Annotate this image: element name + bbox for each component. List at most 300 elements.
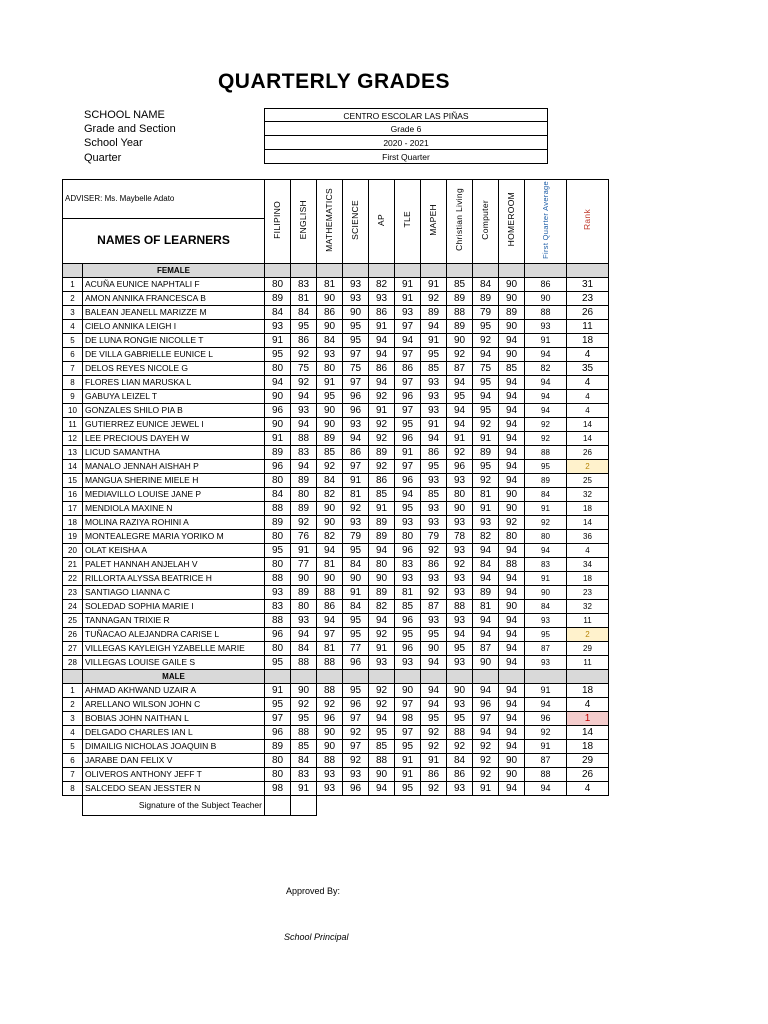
subject-header: ENGLISH [291,180,317,264]
grade-cell: 81 [317,278,343,292]
grade-cell: 92 [369,418,395,432]
grade-cell: 84 [317,474,343,488]
grade-cell: 89 [291,474,317,488]
learner-name: SALCEDO SEAN JESSTER N [83,782,265,796]
learner-name: DIMAILIG NICHOLAS JOAQUIN B [83,740,265,754]
row-number: 18 [63,516,83,530]
grade-cell: 95 [291,712,317,726]
grade-cell: 96 [395,432,421,446]
grade-cell: 95 [317,390,343,404]
grade-cell: 97 [395,698,421,712]
grade-cell: 93 [447,782,473,796]
grade-cell: 93 [317,348,343,362]
grade-cell: 94 [473,684,499,698]
grade-cell: 79 [343,530,369,544]
grade-cell: 94 [369,712,395,726]
grade-cell: 88 [317,586,343,600]
grade-cell: 84 [291,642,317,656]
learner-name: DELOS REYES NICOLE G [83,362,265,376]
row-number: 5 [63,740,83,754]
grade-cell: 89 [265,516,291,530]
grade-cell: 80 [317,362,343,376]
average-cell: 90 [525,292,567,306]
grade-cell: 86 [317,306,343,320]
grade-cell: 92 [317,460,343,474]
grade-cell: 80 [291,600,317,614]
row-number: 13 [63,446,83,460]
grade-cell: 92 [473,740,499,754]
grade-cell: 89 [369,446,395,460]
grade-cell: 94 [499,614,525,628]
grade-cell: 92 [447,558,473,572]
row-number: 23 [63,586,83,600]
grade-cell: 90 [499,600,525,614]
rank-cell: 4 [567,544,609,558]
average-cell: 94 [525,390,567,404]
grade-cell: 85 [369,740,395,754]
learner-row [63,516,609,530]
grade-cell: 90 [369,572,395,586]
grade-cell: 92 [473,754,499,768]
learner-name: MANGUA SHERINE MIELE H [83,474,265,488]
grade-cell: 94 [447,418,473,432]
row-number: 9 [63,390,83,404]
grade-cell: 95 [473,404,499,418]
grade-cell: 83 [395,558,421,572]
grade-cell: 80 [265,362,291,376]
grade-cell: 90 [395,684,421,698]
grade-cell: 91 [421,418,447,432]
grade-cell: 80 [265,278,291,292]
grade-cell: 95 [395,740,421,754]
grade-cell: 88 [291,656,317,670]
grade-cell: 83 [265,600,291,614]
grade-cell: 92 [343,754,369,768]
grade-cell: 93 [421,376,447,390]
grade-cell: 93 [265,586,291,600]
grade-cell: 94 [473,390,499,404]
grade-cell: 85 [421,488,447,502]
grade-cell: 95 [447,390,473,404]
grade-cell: 94 [499,628,525,642]
grade-cell: 84 [473,278,499,292]
grade-cell: 85 [421,362,447,376]
grade-cell: 86 [421,446,447,460]
grade-cell: 90 [421,642,447,656]
average-cell: 91 [525,572,567,586]
rank-cell: 14 [567,418,609,432]
learner-name: DE VILLA GABRIELLE EUNICE L [83,348,265,362]
grade-cell: 97 [395,460,421,474]
grade-cell: 95 [343,320,369,334]
rank-cell: 23 [567,586,609,600]
rank-cell: 25 [567,474,609,488]
learner-name: SANTIAGO LIANNA C [83,586,265,600]
grade-cell: 96 [343,404,369,418]
learner-name: PALET HANNAH ANJELAH V [83,558,265,572]
grade-cell: 94 [473,572,499,586]
learner-name: RILLORTA ALYSSA BEATRICE H [83,572,265,586]
grade-cell: 84 [265,306,291,320]
grade-cell: 93 [343,516,369,530]
learner-name: BOBIAS JOHN NAITHAN L [83,712,265,726]
grade-cell: 90 [317,292,343,306]
grade-cell: 79 [473,306,499,320]
grade-cell: 90 [369,768,395,782]
grade-cell: 88 [317,684,343,698]
row-number: 16 [63,488,83,502]
rank-cell: 18 [567,572,609,586]
grade-cell: 90 [447,334,473,348]
grade-cell: 93 [421,404,447,418]
signature-box[interactable] [265,796,291,816]
rank-cell: 35 [567,362,609,376]
grade-cell: 84 [343,600,369,614]
subject-header: HOMEROOM [499,180,525,264]
grade-cell: 85 [317,446,343,460]
grade-cell: 96 [343,698,369,712]
grade-cell: 95 [395,628,421,642]
grade-cell: 92 [343,502,369,516]
learner-name: MANALO JENNAH AISHAH P [83,460,265,474]
grade-cell: 94 [499,446,525,460]
average-cell: 89 [525,474,567,488]
average-cell: 91 [525,740,567,754]
average-cell: 91 [525,684,567,698]
grade-cell: 94 [499,684,525,698]
grade-cell: 89 [447,292,473,306]
section-blank [525,670,567,684]
grade-cell: 92 [291,516,317,530]
row-number: 1 [63,684,83,698]
grade-cell: 94 [343,432,369,446]
rank-cell: 11 [567,656,609,670]
grade-cell: 78 [447,530,473,544]
grade-cell: 93 [447,614,473,628]
grade-cell: 95 [343,628,369,642]
section-blank [447,264,473,278]
average-cell: 90 [525,586,567,600]
row-number: 15 [63,474,83,488]
grade-cell: 86 [421,768,447,782]
grade-cell: 91 [291,782,317,796]
grade-cell: 92 [421,292,447,306]
average-cell: 96 [525,712,567,726]
grade-cell: 90 [317,418,343,432]
grade-cell: 89 [369,530,395,544]
grade-cell: 82 [317,488,343,502]
grade-cell: 91 [369,502,395,516]
grade-cell: 92 [291,698,317,712]
grade-cell: 87 [473,642,499,656]
grade-cell: 94 [499,404,525,418]
grade-cell: 91 [265,432,291,446]
section-blank [421,264,447,278]
learner-name: AHMAD AKHWAND UZAIR A [83,684,265,698]
learner-row [63,600,609,614]
learner-name: SOLEDAD SOPHIA MARIE I [83,600,265,614]
grade-cell: 90 [499,320,525,334]
grade-cell: 86 [395,362,421,376]
learner-name: MEDIAVILLO LOUISE JANE P [83,488,265,502]
row-number: 6 [63,348,83,362]
learner-name: DE LUNA RONGIE NICOLLE T [83,334,265,348]
grade-cell: 93 [421,390,447,404]
grade-cell: 89 [291,502,317,516]
grade-cell: 97 [343,460,369,474]
grade-cell: 93 [343,292,369,306]
grade-cell: 89 [473,446,499,460]
learner-name: MOLINA RAZIYA ROHINI A [83,516,265,530]
learner-row [63,782,609,796]
grade-cell: 84 [473,558,499,572]
row-number: 2 [63,292,83,306]
grade-cell: 84 [291,754,317,768]
learner-name: TANNAGAN TRIXIE R [83,614,265,628]
average-cell: 93 [525,614,567,628]
grade-cell: 90 [317,740,343,754]
grade-cell: 75 [291,362,317,376]
signature-box[interactable] [291,796,317,816]
grade-cell: 95 [473,376,499,390]
grade-cell: 96 [343,390,369,404]
average-cell: 92 [525,516,567,530]
row-number: 3 [63,712,83,726]
learner-row [63,348,609,362]
grade-cell: 93 [421,474,447,488]
grade-cell: 97 [395,348,421,362]
rank-cell: 31 [567,278,609,292]
grade-cell: 94 [499,726,525,740]
grade-cell: 90 [499,278,525,292]
average-cell: 94 [525,404,567,418]
grade-cell: 94 [499,586,525,600]
grade-cell: 94 [291,628,317,642]
grade-cell: 89 [447,320,473,334]
female-section-row [63,264,609,278]
rank-cell: 11 [567,614,609,628]
average-cell: 84 [525,600,567,614]
grade-cell: 80 [369,558,395,572]
average-cell: 94 [525,544,567,558]
grade-cell: 92 [291,376,317,390]
grade-cell: 91 [473,502,499,516]
grade-cell: 94 [473,614,499,628]
average-cell: 91 [525,502,567,516]
rank-cell: 11 [567,320,609,334]
grade-cell: 94 [473,628,499,642]
learner-row [63,446,609,460]
signature-spacer [63,796,83,816]
grade-cell: 86 [369,306,395,320]
grade-cell: 96 [317,712,343,726]
section-blank [317,264,343,278]
grade-cell: 85 [447,278,473,292]
rank-cell: 4 [567,698,609,712]
learner-name: GUTIERREZ EUNICE JEWEL I [83,418,265,432]
average-cell: 94 [525,698,567,712]
grade-cell: 97 [343,740,369,754]
grade-cell: 80 [265,642,291,656]
section-blank [291,670,317,684]
school-year-value: 2020 - 2021 [264,136,548,150]
grade-cell: 77 [291,558,317,572]
rank-cell: 23 [567,292,609,306]
learner-name: MENDIOLA MAXINE N [83,502,265,516]
grade-cell: 88 [447,306,473,320]
grade-cell: 90 [499,488,525,502]
grade-cell: 94 [369,782,395,796]
school-principal: School Principal [284,932,349,942]
rank-cell: 34 [567,558,609,572]
grade-cell: 92 [421,740,447,754]
row-number: 5 [63,334,83,348]
grade-cell: 89 [421,306,447,320]
grade-cell: 88 [317,754,343,768]
school-name-label: SCHOOL NAME [84,109,165,121]
rank-cell: 1 [567,712,609,726]
row-number: 8 [63,782,83,796]
row-number: 7 [63,362,83,376]
grade-cell: 91 [265,334,291,348]
grade-cell: 94 [447,628,473,642]
learner-name: GABUYA LEIZEL T [83,390,265,404]
section-blank [473,264,499,278]
grade-cell: 95 [369,726,395,740]
learner-name: OLIVEROS ANTHONY JEFF T [83,768,265,782]
grade-cell: 93 [369,292,395,306]
rank-cell: 18 [567,684,609,698]
section-blank [265,670,291,684]
row-number: 2 [63,698,83,712]
grade-cell: 94 [499,460,525,474]
grade-cell: 94 [447,404,473,418]
learner-row [63,502,609,516]
grade-cell: 80 [265,558,291,572]
section-blank [447,670,473,684]
row-number: 19 [63,530,83,544]
grade-cell: 94 [291,460,317,474]
learner-name: CIELO ANNIKA LEIGH I [83,320,265,334]
grade-cell: 93 [473,516,499,530]
grade-cell: 96 [265,404,291,418]
learner-name: ACUÑA EUNICE NAPHTALI F [83,278,265,292]
grade-cell: 96 [447,460,473,474]
grade-cell: 93 [317,782,343,796]
grade-cell: 92 [473,334,499,348]
average-cell: 83 [525,558,567,572]
average-cell: 88 [525,768,567,782]
grade-cell: 95 [343,684,369,698]
grade-cell: 91 [421,278,447,292]
row-number: 20 [63,544,83,558]
row-number: 10 [63,404,83,418]
grade-cell: 90 [499,754,525,768]
grade-cell: 94 [317,614,343,628]
grade-cell: 92 [473,418,499,432]
learner-row [63,404,609,418]
grade-cell: 89 [499,306,525,320]
grade-cell: 89 [473,586,499,600]
grade-cell: 97 [395,376,421,390]
grade-cell: 75 [343,362,369,376]
learner-row [63,768,609,782]
section-blank [343,264,369,278]
grade-cell: 89 [265,740,291,754]
average-cell: 91 [525,334,567,348]
grade-cell: 86 [447,768,473,782]
grade-cell: 92 [291,348,317,362]
grade-cell: 90 [317,404,343,418]
subject-header: SCIENCE [343,180,369,264]
subject-header: MAPEH [421,180,447,264]
average-cell: 94 [525,782,567,796]
grade-cell: 89 [265,446,291,460]
learner-row [63,656,609,670]
grade-cell: 93 [421,572,447,586]
learner-row [63,586,609,600]
grade-cell: 86 [369,474,395,488]
grade-cell: 90 [317,572,343,586]
average-cell: 94 [525,348,567,362]
grade-cell: 96 [265,726,291,740]
adviser-row [63,180,609,219]
row-number: 14 [63,460,83,474]
grade-cell: 90 [499,292,525,306]
grade-cell: 92 [343,726,369,740]
grade-cell: 96 [265,460,291,474]
grade-cell: 80 [395,530,421,544]
learner-name: DELGADO CHARLES IAN L [83,726,265,740]
grade-cell: 97 [395,320,421,334]
grade-cell: 95 [473,460,499,474]
section-blank [395,264,421,278]
male-section-row [63,670,609,684]
grade-cell: 95 [343,334,369,348]
grade-cell: 90 [499,502,525,516]
grade-cell: 80 [499,530,525,544]
grade-cell: 91 [369,320,395,334]
learner-row [63,740,609,754]
section-blank [291,264,317,278]
subject-header: MATHEMATICS [317,180,343,264]
grade-cell: 93 [395,306,421,320]
grade-cell: 91 [395,754,421,768]
section-blank [567,670,609,684]
grade-cell: 94 [421,684,447,698]
grade-cell: 92 [421,726,447,740]
grade-cell: 91 [447,432,473,446]
grade-cell: 85 [291,740,317,754]
rank-cell: 4 [567,782,609,796]
grade-cell: 81 [291,292,317,306]
grade-cell: 94 [369,544,395,558]
rank-cell: 18 [567,334,609,348]
grade-cell: 88 [447,726,473,740]
grade-cell: 92 [369,698,395,712]
learner-row [63,474,609,488]
grade-cell: 96 [343,782,369,796]
grade-cell: 94 [291,390,317,404]
grade-cell: 95 [421,628,447,642]
grade-cell: 81 [317,642,343,656]
grade-cell: 90 [447,684,473,698]
grade-cell: 88 [265,502,291,516]
grade-cell: 83 [291,278,317,292]
grade-cell: 96 [265,628,291,642]
grade-cell: 93 [395,572,421,586]
learner-name: TUÑACAO ALEJANDRA CARISE L [83,628,265,642]
